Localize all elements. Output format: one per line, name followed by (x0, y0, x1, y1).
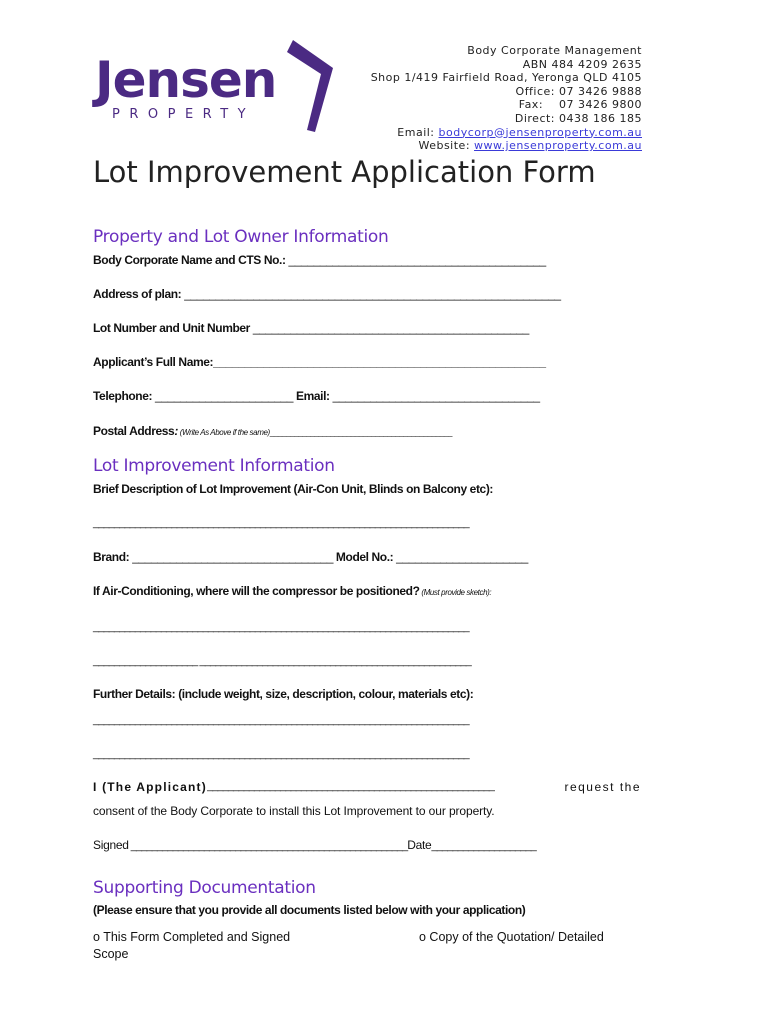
further-details-label: Further Details: (include weight, size, description, colour, materials etc): (93, 687, 474, 701)
aircon-position-label: If Air-Conditioning, where will the compressor be positioned? (93, 584, 420, 598)
further-details-label-row (93, 687, 473, 701)
jensen-property-logo (95, 40, 345, 140)
telephone-label: Telephone: (93, 389, 153, 403)
date-label: Date (407, 838, 432, 852)
email-row (371, 126, 642, 140)
fax-number: Fax: 07 3426 9800 (518, 98, 642, 112)
documentation-note-row (93, 903, 525, 917)
aircon-position-blank-2[interactable]: ____________________ ____________________________________________________ (93, 655, 471, 667)
email-label: Email: (397, 125, 439, 139)
email-link[interactable]: bodycorp@jensenproperty.com.au (438, 125, 642, 139)
email-blank[interactable]: _________________________________ (329, 389, 540, 403)
logo-subtitle: PROPERTY (112, 107, 256, 122)
contact-details (371, 44, 642, 153)
applicant-blank[interactable]: _______________________________________________________ (206, 780, 494, 792)
postal-colon: : (174, 424, 178, 438)
signed-blank[interactable]: _____________________________________________________ (128, 840, 408, 852)
documentation-note: (Please ensure that you provide all documents listed below with your application) (93, 903, 526, 917)
form-title: Lot Improvement Application Form (93, 155, 596, 189)
further-details-blank-2[interactable]: ________________________________________________________________________ (93, 748, 469, 760)
logo-chevron-icon (285, 40, 340, 135)
signature-date-row[interactable] (93, 838, 536, 852)
direct-phone: Direct: 0438 186 185 (514, 111, 642, 125)
body-corp-label: Body Corporate Name and CTS No.: (93, 253, 286, 267)
applicant-request-text: request the (564, 780, 641, 794)
brand-label: Brand: (93, 550, 130, 564)
further-details-blank-1[interactable]: ________________________________________________________________________ (93, 714, 469, 726)
abn-text: ABN 484 4209 2635 (522, 57, 642, 71)
brand-blank[interactable]: ________________________________ (129, 550, 336, 564)
website-link[interactable]: www.jensenproperty.com.au (474, 139, 642, 153)
brief-description-label-row (93, 482, 493, 496)
postal-address-note: (Write As Above if the same) (177, 428, 270, 437)
checklist-item-quotation[interactable]: o Copy of the Quotation/ Detailed (419, 930, 604, 944)
applicant-name-label: Applicant’s Full Name: (93, 355, 214, 369)
lot-number-field[interactable] (93, 321, 529, 335)
postal-address-field[interactable] (93, 424, 452, 438)
aircon-position-label-row (93, 584, 491, 598)
applicant-name-field[interactable] (93, 355, 546, 369)
brand-model-field[interactable] (93, 550, 528, 564)
brief-description-label: Brief Description of Lot Improvement (Air-Con Unit, Blinds on Balcony etc): (93, 482, 494, 496)
improvement-section-heading: Lot Improvement Information (93, 456, 335, 476)
email-field-label: Email: (296, 389, 330, 403)
body-corp-blank[interactable]: _________________________________________ (285, 253, 546, 267)
department-text: Body Corporate Management (467, 44, 642, 57)
brief-description-blank[interactable]: ________________________________________________________________________ (93, 517, 469, 529)
lot-number-blank[interactable]: ____________________________________________ (249, 321, 529, 335)
address-label: Address of plan: (93, 287, 182, 301)
documentation-section-heading: Supporting Documentation (93, 878, 316, 898)
aircon-sketch-note: (Must provide sketch): (419, 588, 492, 597)
applicant-name-blank[interactable]: _____________________________________________________ (213, 355, 546, 369)
date-blank[interactable]: ____________________ (431, 840, 536, 852)
model-label: Model No.: (335, 550, 394, 564)
applicant-request-row[interactable] (93, 780, 641, 794)
applicant-label: I (The Applicant) (93, 780, 207, 794)
signed-label: Signed (93, 838, 129, 852)
consent-text: consent of the Body Corporate to install this Lot Improvement to our property. (93, 804, 495, 818)
postal-address-label: Postal Address (93, 424, 175, 438)
office-phone: Office: 07 3426 9888 (515, 84, 642, 98)
model-blank[interactable]: _____________________ (393, 550, 528, 564)
website-row (371, 139, 642, 153)
lot-number-label: Lot Number and Unit Number (93, 321, 250, 335)
logo-wordmark: Jensen (95, 51, 277, 109)
checklist-item-form-signed[interactable]: o This Form Completed and Signed Scope (93, 930, 291, 961)
address-blank[interactable]: ____________________________________________________________ (181, 287, 561, 301)
postal-address-blank[interactable]: _____________________________________________ (269, 428, 452, 437)
address-field[interactable] (93, 287, 561, 301)
website-label: Website: (418, 139, 475, 153)
aircon-position-blank-1[interactable]: ________________________________________________________________________ (93, 621, 469, 633)
telephone-blank[interactable]: ______________________ (152, 389, 297, 403)
body-corp-field[interactable] (93, 253, 546, 267)
telephone-email-field[interactable] (93, 389, 540, 403)
address-text: Shop 1/419 Fairfield Road, Yeronga QLD 4105 (370, 71, 642, 85)
owner-section-heading: Property and Lot Owner Information (93, 227, 389, 247)
